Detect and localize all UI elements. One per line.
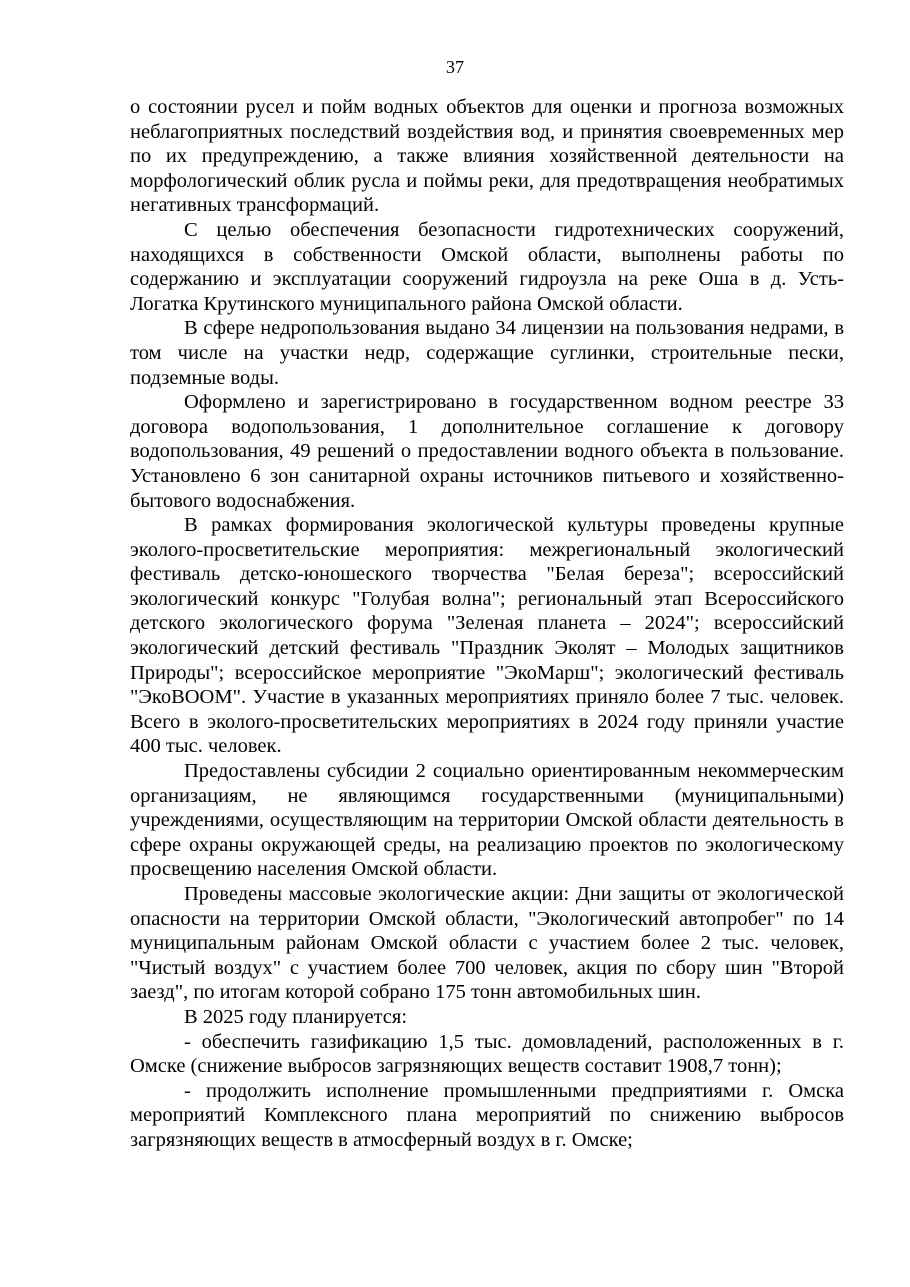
page-number: 37: [446, 57, 464, 77]
paragraph-plan-emissions: - продолжить исполнение промышленными предприятиями г. Омска мероприятий Комплексного плана мероприятий по снижению выбросов загрязняющих веществ в атмосферный воздух в г. Омске;: [130, 1079, 844, 1151]
document-body: [130, 95, 844, 1153]
paragraph-river-monitoring: о состоянии русел и пойм водных объектов для оценки и прогноза возможных неблагоприятных последствий воздействия вод, и принятия своевременных мер по их предупреждению, а также влияния хозяйственной деятельности на морфологический облик русла и поймы реки, для предотвращения необратимых негативных трансформаций.: [130, 96, 844, 217]
paragraph-plans-2025-heading: В 2025 году планируется:: [184, 1005, 408, 1028]
paragraph-subsidies: Предоставлены субсидии 2 социально ориентированным некоммерческим организациям, не являющимся государственными (муниципальными) учреждениями, осуществляющим на территории Омской области деятельность в сфере охраны окружающей среды, на реализацию проектов по экологическому просвещению населения Омской области.: [130, 760, 844, 881]
paragraph-ecological-actions: Проведены массовые экологические акции: Дни защиты от экологической опасности на территории Омской области, "Экологический автопробег" по 14 муниципальным районам Омской области с участием более 2 тыс. человек, "Чистый воздух" с участием более 700 человек, акция по сбору шин "Второй заезд", по итогам которой собрано 175 тонн автомобильных шин.: [130, 883, 844, 1004]
paragraph-plan-gasification: - обеспечить газификацию 1,5 тыс. домовладений, расположенных в г. Омске (снижение выбросов загрязняющих веществ составит 1908,7 тонн);: [130, 1030, 844, 1078]
paragraph-hydraulic-structures: С целью обеспечения безопасности гидротехнических сооружений, находящихся в собственности Омской области, выполнены работы по содержанию и эксплуатации сооружений гидроузла на реке Оша в д. Усть-Логатка Крутинского муниципального района Омской области.: [130, 218, 844, 315]
paragraph-water-register: Оформлено и зарегистрировано в государственном водном реестре 33 договора водопользования, 1 дополнительное соглашение к договору водопользования, 49 решений о предоставлении водного объекта в пользование. Установлено 6 зон санитарной охраны источников питьевого и хозяйственно-бытового водоснабжения.: [130, 391, 844, 512]
paragraph-ecological-culture: В рамках формирования экологической культуры проведены крупные эколого-просветительские мероприятия: межрегиональный экологический фестиваль детско-юношеского творчества "Белая береза"; всероссийский экологический конкурс "Голубая волна"; региональный этап Всероссийского детского экологического форума "Зеленая планета – 2024"; всероссийский экологический детский фестиваль "Праздник Эколят – Молодых защитников Природы"; всероссийское мероприятие "ЭкоМарш"; экологический фестиваль "ЭкоВООМ". Участие в указанных мероприятиях приняло более 7 тыс. человек. Всего в эколого-просветительских мероприятиях в 2024 году приняли участие 400 тыс. человек.: [130, 514, 844, 758]
paragraph-subsoil-licenses: В сфере недропользования выдано 34 лицензии на пользования недрами, в том числе на участки недр, содержащие суглинки, строительные пески, подземные воды.: [130, 317, 844, 389]
